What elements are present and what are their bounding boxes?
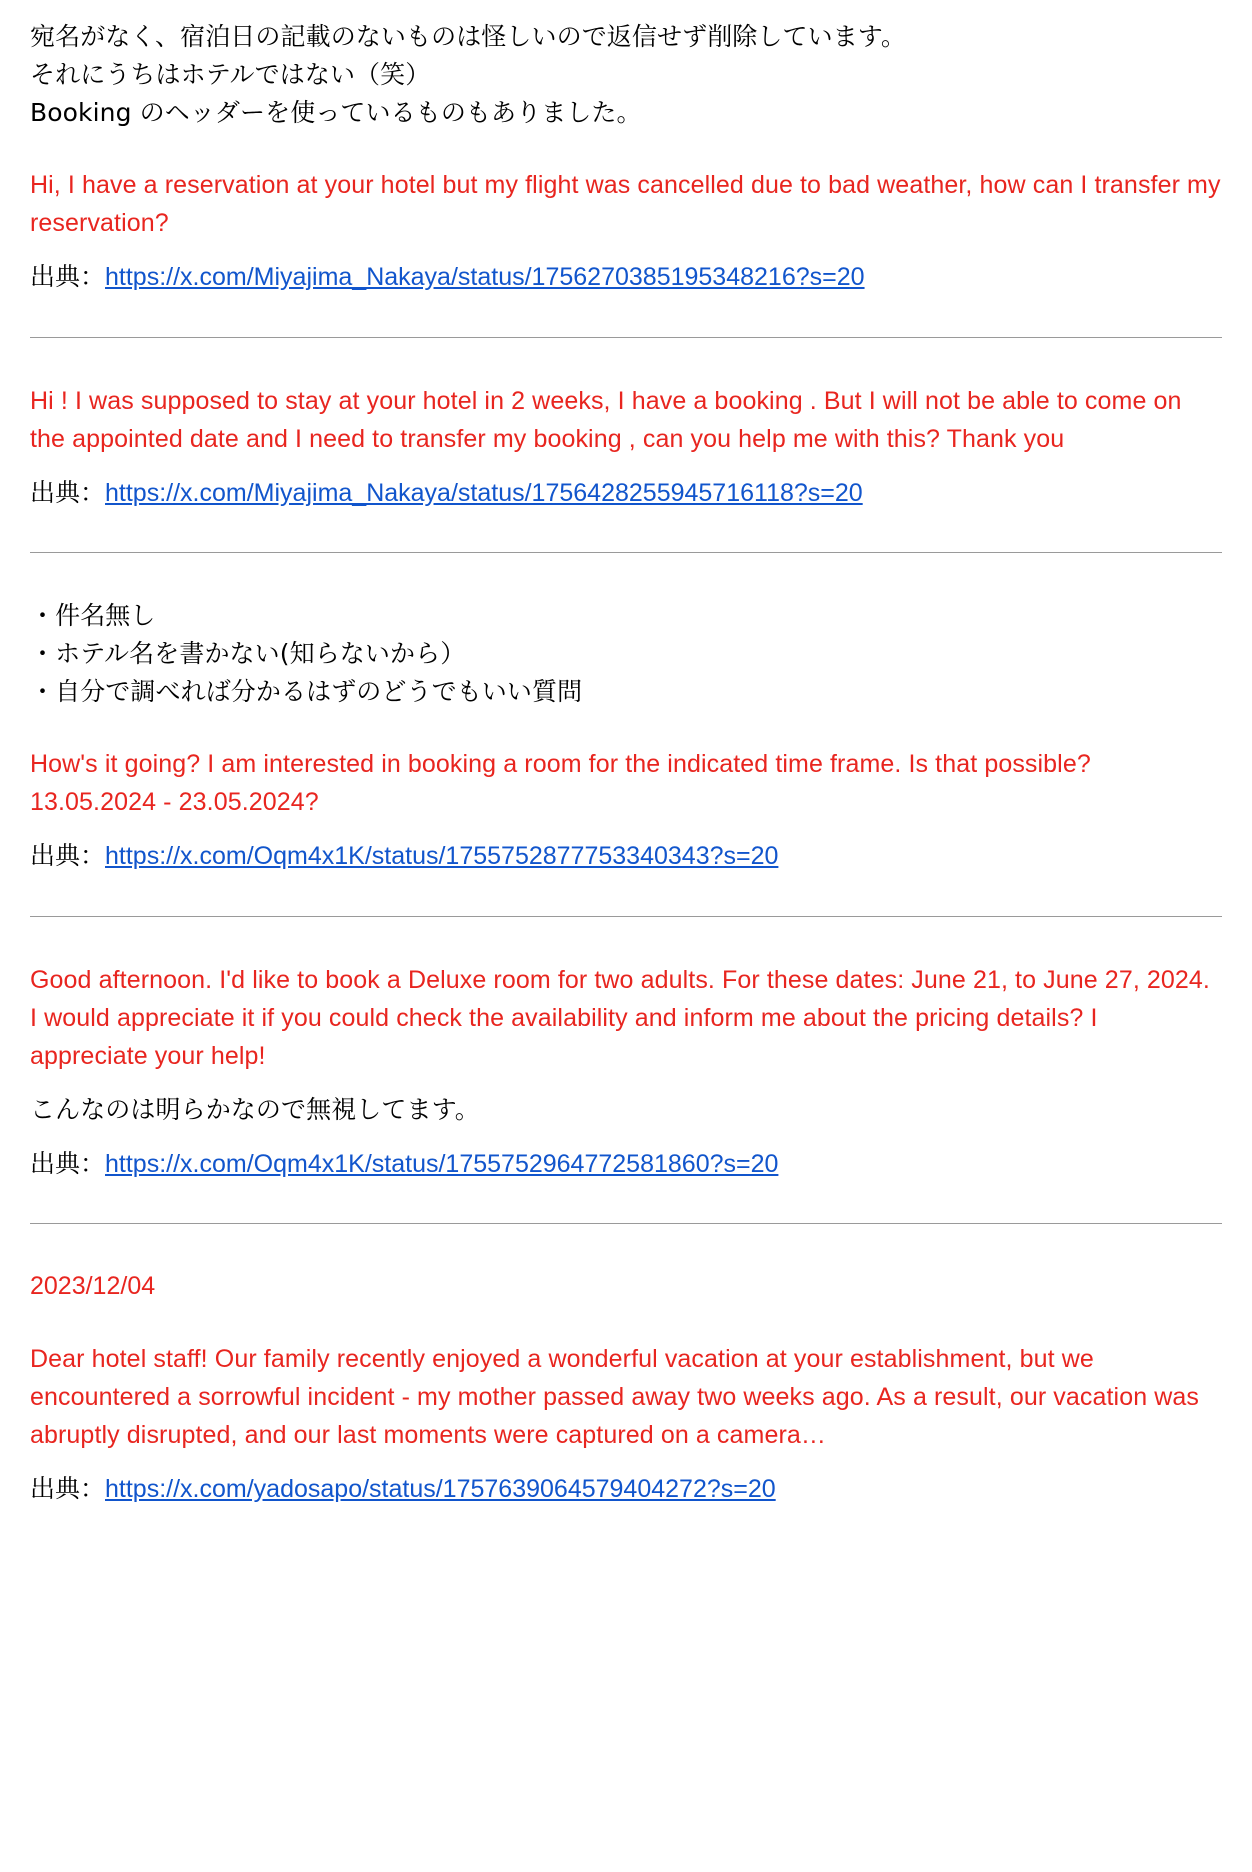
note-text-4: こんなのは明らかなので無視してます。 (30, 1094, 480, 1124)
spacer (30, 1306, 1222, 1340)
entry-3 (30, 597, 1222, 876)
spacer (30, 1129, 1222, 1145)
entry-5 (30, 1268, 1222, 1508)
spacer (30, 132, 1222, 166)
spacer (30, 1454, 1222, 1470)
source-label: 出典： (30, 262, 106, 291)
source-label: 出典： (30, 1148, 106, 1178)
source-link-1[interactable]: https://x.com/Miyajima_Nakaya/status/1756270385195348216?s=20 (105, 263, 865, 291)
divider-1 (30, 337, 1222, 338)
quote-text-3: How's it going? I am interested in booking a room for the indicated time frame. Is that possible? 13.05.2024 - 23.05.2024? (30, 750, 1091, 816)
bullet-2: ・ホテル名を書かない(知らないから） (30, 639, 466, 668)
spacer (30, 821, 1222, 837)
spacer (30, 242, 1222, 258)
divider-3 (30, 916, 1222, 917)
source-line-2 (30, 474, 1222, 513)
source-line-5 (30, 1470, 1222, 1509)
source-line-1 (30, 258, 1222, 297)
quote-text-5: Dear hotel staff! Our family recently enjoyed a wonderful vacation at your establishment, but we encountered a sorrowful incident - my mother passed away two weeks ago. As a result, our vacation was abruptly disrupted, and our last moments were captured on a camera… (30, 1344, 1200, 1449)
spacer (30, 711, 1222, 745)
intro-block (30, 18, 1222, 132)
spacer (30, 458, 1222, 474)
source-link-2[interactable]: https://x.com/Miyajima_Nakaya/status/1756428255945716118?s=20 (105, 478, 863, 507)
source-link-4[interactable]: https://x.com/Oqm4x1K/status/1755752964772581860?s=20 (105, 1149, 779, 1178)
source-line-3 (30, 837, 1222, 876)
bullet-1: ・件名無し (30, 601, 156, 630)
intro-line-1: 宛名がなく、宿泊日の記載のないものは怪しいので返信せず削除しています。 (30, 22, 907, 51)
spacer (30, 1075, 1222, 1091)
source-label: 出典： (30, 841, 106, 870)
intro-line-3: Booking のヘッダーを使っているものもありました。 (30, 98, 642, 127)
source-link-5[interactable]: https://x.com/yadosapo/status/1757639064579404272?s=20 (105, 1474, 776, 1503)
bullet-3: ・自分で調べれば分かるはずのどうでもいい質問 (30, 677, 583, 706)
intro-line-2: それにうちはホテルではない（笑） (30, 60, 431, 89)
entry-1 (30, 166, 1222, 297)
quote-text-4: Good afternoon. I'd like to book a Deluxe room for two adults. For these dates: June 21, to June 27, 2024. I would appreciate it if you could check the availability and inform me about the pricing details? I appreciate your help! (30, 965, 1210, 1070)
source-label: 出典： (30, 1473, 106, 1503)
divider-4 (30, 1223, 1222, 1224)
source-link-3[interactable]: https://x.com/Oqm4x1K/status/1755752877753340343?s=20 (105, 842, 779, 870)
quote-text-1: Hi, I have a reservation at your hotel but my flight was cancelled due to bad weather, how can I transfer my reservation? (30, 171, 1221, 237)
source-line-4 (30, 1145, 1222, 1184)
entry-date-5: 2023/12/04 (30, 1272, 156, 1300)
entry-2 (30, 382, 1222, 513)
entry-4 (30, 961, 1222, 1184)
quote-text-2: Hi ! I was supposed to stay at your hotel in 2 weeks, I have a booking . But I will not be able to come on the appointed date and I need to transfer my booking , can you help me with this? Thank you (30, 386, 1182, 453)
divider-2 (30, 552, 1222, 553)
source-label: 出典： (30, 477, 106, 507)
